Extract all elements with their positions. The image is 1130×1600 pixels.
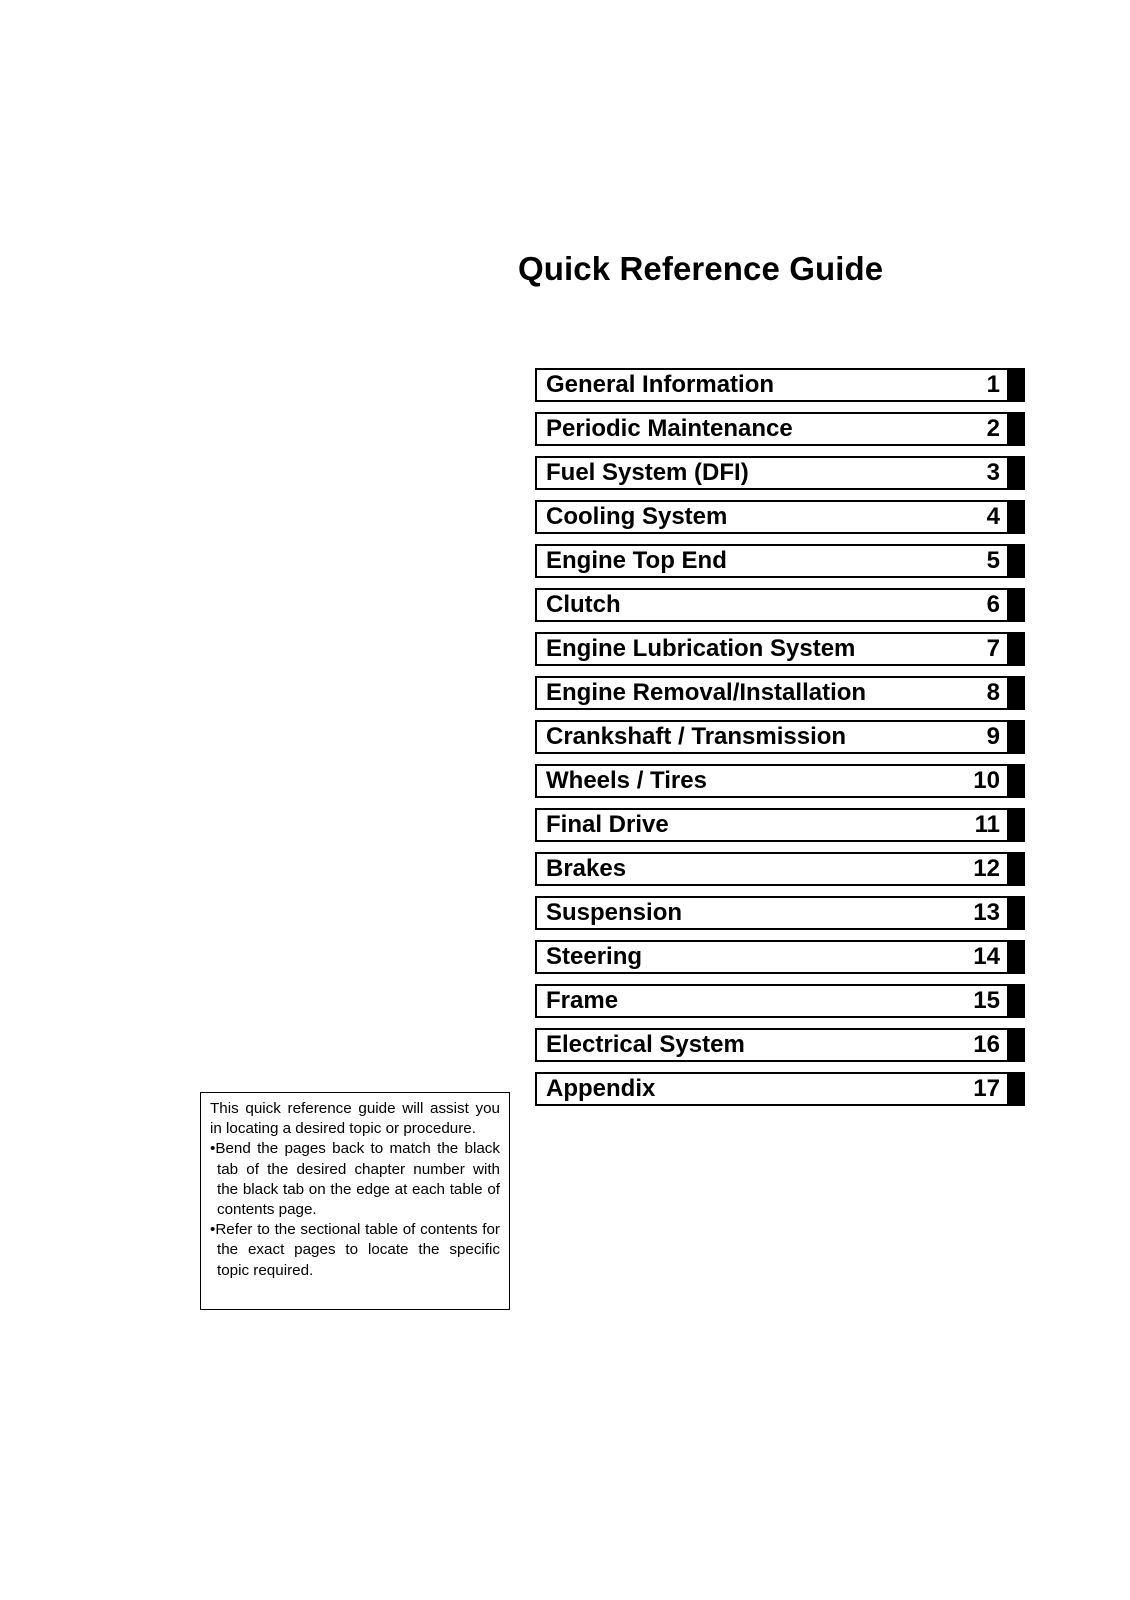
chapter-number: 6 <box>986 591 1000 618</box>
chapter-number: 8 <box>986 679 1000 706</box>
chapter-label: Steering <box>546 943 643 970</box>
chapter-row-cooling-system[interactable] <box>535 500 1025 534</box>
chapter-row-frame[interactable] <box>535 984 1025 1018</box>
chapter-row-wheels-tires[interactable] <box>535 764 1025 798</box>
chapter-row-appendix[interactable] <box>535 1072 1025 1106</box>
chapter-label: Engine Removal/Installation <box>546 679 867 706</box>
page-title: Quick Reference Guide <box>518 250 884 287</box>
chapter-number: 12 <box>973 855 1000 882</box>
usage-note-box <box>200 1092 510 1310</box>
usage-note-intro: This quick reference guide will assist you in locating a desired topic or procedure. <box>210 1100 500 1138</box>
chapter-label: Clutch <box>546 591 621 618</box>
chapter-label: Electrical System <box>546 1031 745 1058</box>
chapter-label: Engine Top End <box>546 547 727 574</box>
chapter-label: Frame <box>546 987 619 1014</box>
usage-note-bullet <box>210 1139 500 1220</box>
chapter-label: Fuel System (DFI) <box>546 459 749 486</box>
chapter-number: 15 <box>973 987 1000 1014</box>
chapter-number: 9 <box>986 723 1000 750</box>
usage-note-bullet-text: Refer to the sectional table of contents for the exact pages to locate the specific topic required. <box>215 1221 500 1279</box>
chapter-number: 17 <box>973 1075 1000 1102</box>
chapter-number: 14 <box>973 943 1000 970</box>
chapter-row-clutch[interactable] <box>535 588 1025 622</box>
chapter-index <box>535 368 1025 1116</box>
chapter-label: Crankshaft / Transmission <box>546 723 847 750</box>
chapter-number: 4 <box>986 503 1000 530</box>
chapter-number: 10 <box>973 767 1000 794</box>
usage-note-bullet <box>210 1220 500 1281</box>
chapter-number: 5 <box>986 547 1000 574</box>
chapter-row-final-drive[interactable] <box>535 808 1025 842</box>
chapter-row-electrical-system[interactable] <box>535 1028 1025 1062</box>
chapter-row-brakes[interactable] <box>535 852 1025 886</box>
chapter-label: Final Drive <box>546 811 669 838</box>
usage-note-bullet-text: Bend the pages back to match the black tab of the desired chapter number with the black tab on the edge at each table of contents page. <box>215 1140 500 1219</box>
chapter-label: Periodic Maintenance <box>546 415 793 442</box>
chapter-number: 16 <box>973 1031 1000 1058</box>
bullet-mark: • <box>210 1221 216 1239</box>
chapter-number: 2 <box>986 415 1000 442</box>
chapter-number: 13 <box>973 899 1000 926</box>
chapter-row-general-information[interactable] <box>535 368 1025 402</box>
chapter-row-engine-top-end[interactable] <box>535 544 1025 578</box>
chapter-label: Cooling System <box>546 503 728 530</box>
chapter-label: Brakes <box>546 855 627 882</box>
chapter-row-periodic-maintenance[interactable] <box>535 412 1025 446</box>
chapter-label: Engine Lubrication System <box>546 635 856 662</box>
chapter-label: Appendix <box>546 1075 656 1102</box>
chapter-row-steering[interactable] <box>535 940 1025 974</box>
chapter-row-crankshaft-transmission[interactable] <box>535 720 1025 754</box>
chapter-number: 1 <box>986 371 1000 398</box>
chapter-number: 11 <box>974 811 1000 838</box>
chapter-label: Suspension <box>546 899 683 926</box>
chapter-label: Wheels / Tires <box>546 767 707 794</box>
chapter-label: General Information <box>546 371 775 398</box>
chapter-row-engine-lubrication-system[interactable] <box>535 632 1025 666</box>
chapter-number: 7 <box>986 635 1000 662</box>
chapter-row-fuel-system[interactable] <box>535 456 1025 490</box>
bullet-mark: • <box>210 1140 216 1158</box>
chapter-row-engine-removal-installation[interactable] <box>535 676 1025 710</box>
chapter-row-suspension[interactable] <box>535 896 1025 930</box>
chapter-number: 3 <box>986 459 1000 486</box>
